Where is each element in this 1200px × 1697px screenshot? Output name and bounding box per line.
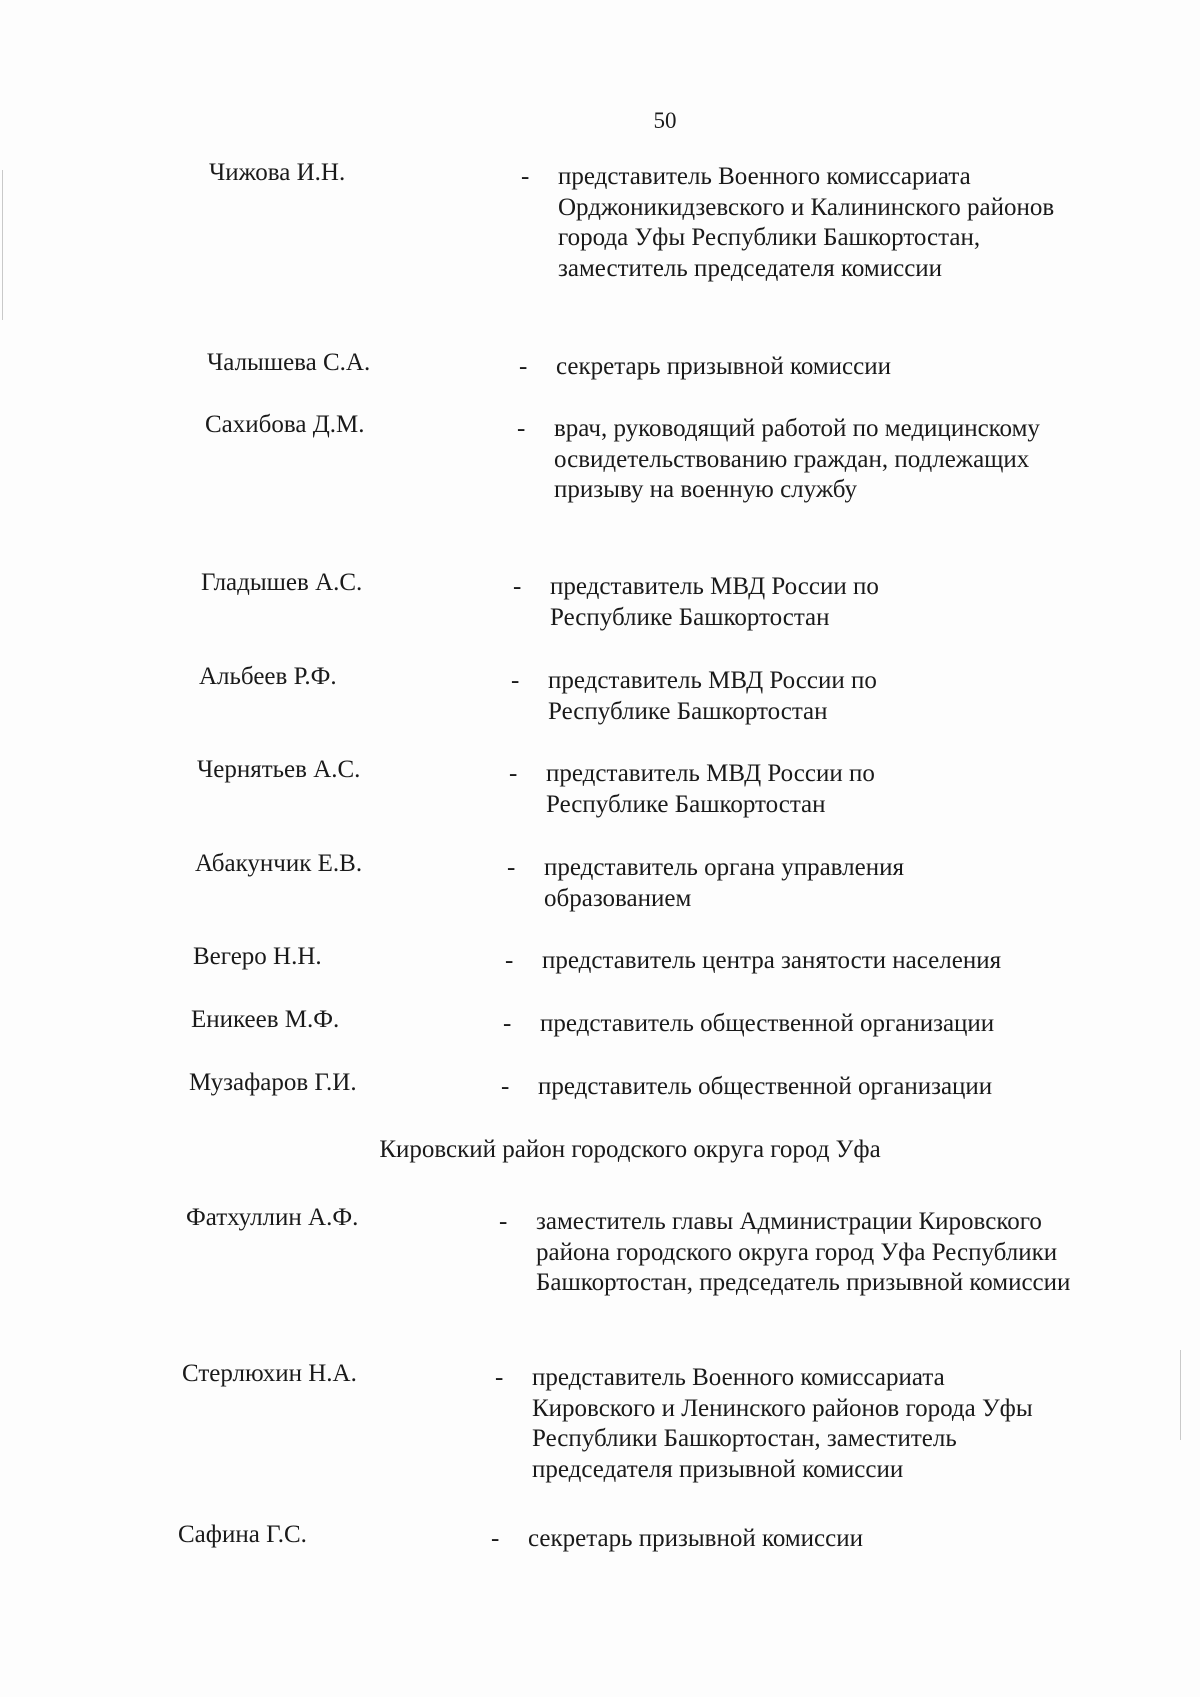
dash-separator: -	[495, 1364, 504, 1391]
member-name: Гладышев А.С.	[201, 569, 363, 596]
member-role: врач, руководящий работой по медицинскому освидетельствованию граждан, подлежащих призыву на военную службу	[554, 415, 1040, 503]
member-role: представитель Военного комиссариата Орджоникидзевского и Калининского районов города Уфы Республики Башкортостан, заместитель председателя комиссии	[558, 163, 1055, 282]
member-name: Чижова И.Н.	[209, 159, 346, 186]
member-role: представитель Военного комиссариата Кировского и Ленинского районов города Уфы Республики Башкортостан, заместитель председателя призывной комиссии	[532, 1364, 1033, 1483]
member-name: Еникеев М.Ф.	[191, 1006, 340, 1033]
page-number: 50	[653, 108, 677, 133]
member-name: Чалышева С.А.	[207, 349, 371, 376]
member-role: представитель МВД России по Республике Башкортостан	[550, 573, 879, 631]
dash-separator: -	[511, 667, 520, 694]
member-name: Стерлюхин Н.А.	[182, 1360, 357, 1387]
dash-separator: -	[501, 1073, 510, 1100]
member-role: секретарь призывной комиссии	[556, 353, 892, 380]
member-name: Вегеро Н.Н.	[193, 943, 322, 970]
member-role: представитель общественной организации	[538, 1073, 993, 1100]
member-role: заместитель главы Администрации Кировского района городского округа город Уфа Республики Башкортостан, председатель призывной комиссии	[536, 1208, 1071, 1296]
member-name: Абакунчик Е.В.	[195, 850, 363, 877]
member-name: Сахибова Д.М.	[205, 411, 365, 438]
dash-separator: -	[491, 1525, 500, 1552]
dash-separator: -	[513, 573, 522, 600]
scan-artifact	[1180, 1350, 1181, 1440]
member-role: представитель органа управления образованием	[544, 854, 904, 912]
dash-separator: -	[521, 163, 530, 190]
member-name: Чернятьев А.С.	[197, 756, 361, 783]
member-name: Музафаров Г.И.	[189, 1069, 357, 1096]
dash-separator: -	[503, 1010, 512, 1037]
member-role: секретарь призывной комиссии	[528, 1525, 864, 1552]
scan-artifact	[2, 170, 3, 320]
member-name: Альбеев Р.Ф.	[199, 663, 337, 690]
dash-separator: -	[505, 947, 514, 974]
member-name: Сафина Г.С.	[178, 1521, 307, 1548]
dash-separator: -	[507, 854, 516, 881]
member-role: представитель МВД России по Республике Башкортостан	[548, 667, 877, 725]
member-role: представитель центра занятости населения	[542, 947, 1002, 974]
member-name: Фатхуллин А.Ф.	[186, 1204, 359, 1231]
dash-separator: -	[499, 1208, 508, 1235]
dash-separator: -	[517, 415, 526, 442]
dash-separator: -	[509, 760, 518, 787]
section-title: Кировский район городского округа город Уфа	[379, 1136, 881, 1163]
member-role: представитель общественной организации	[540, 1010, 995, 1037]
dash-separator: -	[519, 353, 528, 380]
member-role: представитель МВД России по Республике Башкортостан	[546, 760, 875, 818]
